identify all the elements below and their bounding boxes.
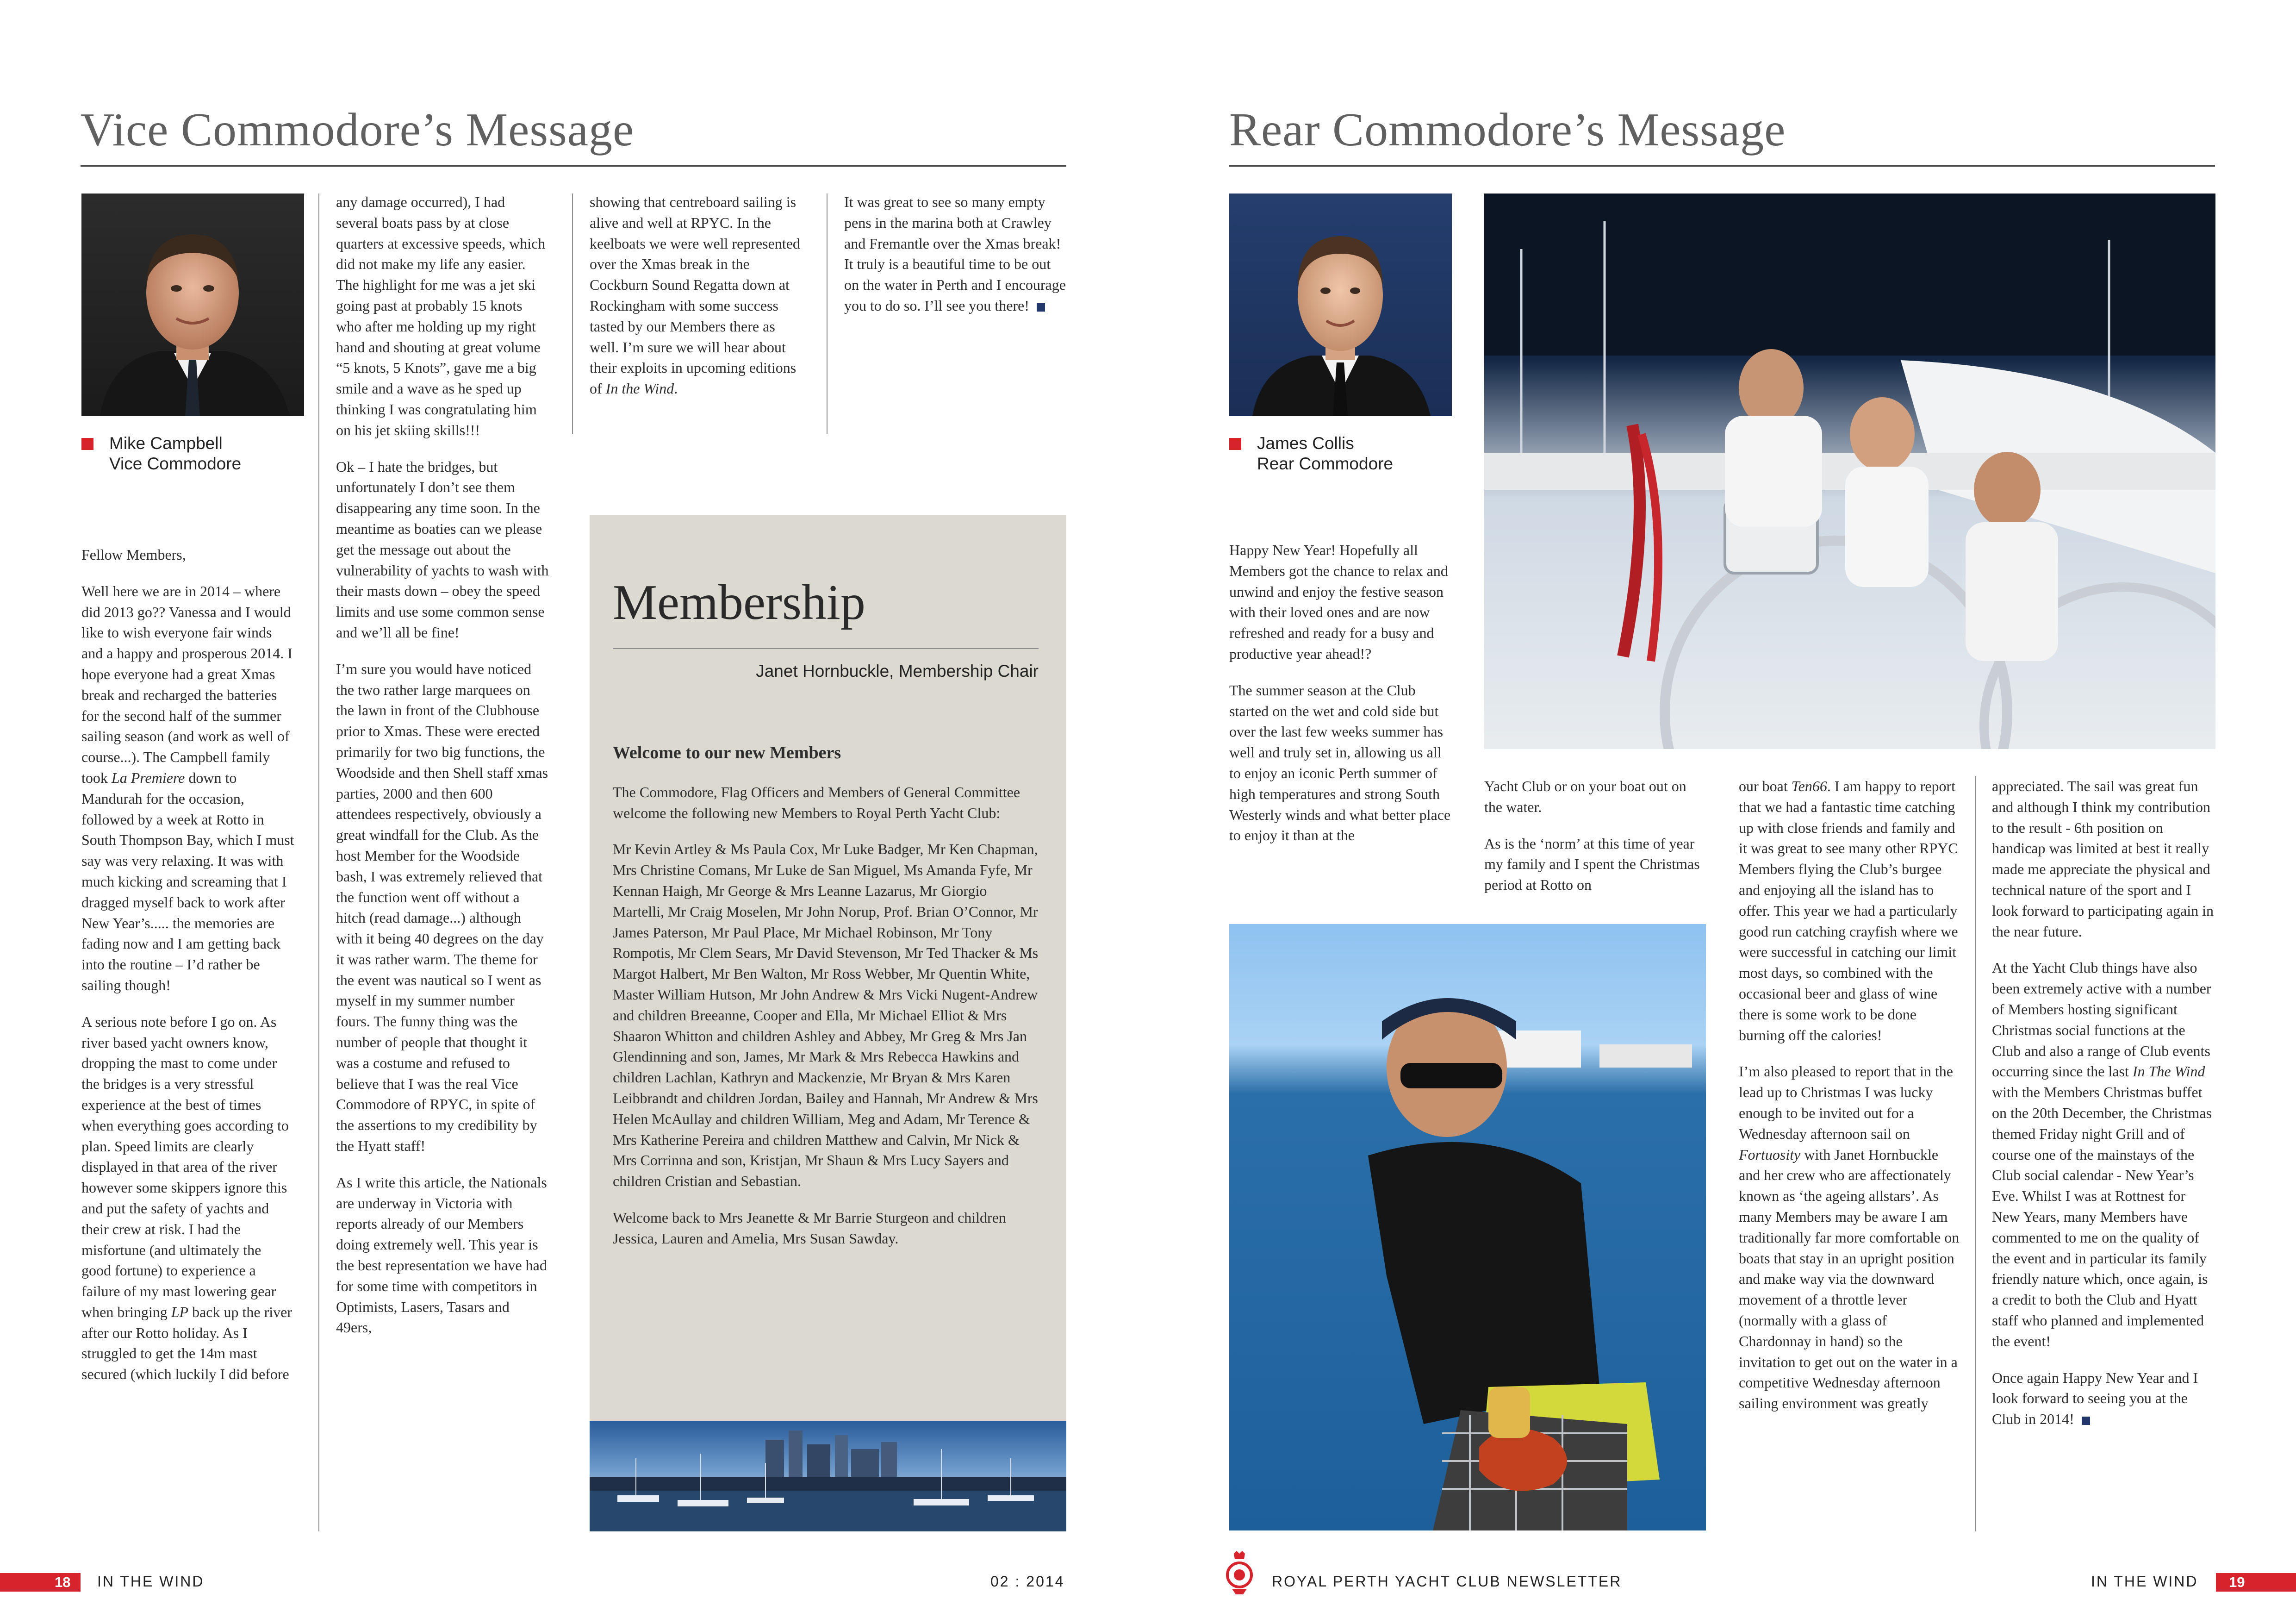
paragraph: Once again Happy New Year and I look forward to seeing you at the Club in 2014! bbox=[1992, 1369, 2198, 1428]
footer-issue: 02 : 2014 bbox=[990, 1573, 1065, 1590]
column-separator bbox=[827, 194, 828, 434]
portrait-illustration bbox=[1229, 194, 1452, 416]
paragraph: A serious note before I go on. As river based yacht owners know, dropping the mast to come under the bridges is a very stressful experience at the best of times when everything goes according to plan. Speed limits are clearly displayed in that area of the river however some skippers ignore this and put the safety of yachts and their crew at risk. I had the misfortune (and ultimately the good fortune) to experience a failure of my mast lowering gear when bringing LP back up the river after our Rotto holiday. As I struggled to get the 14m mast secured (which luckily I did before bbox=[81, 1013, 292, 1383]
rear-commodore-column-4 bbox=[1992, 776, 2216, 1445]
rear-commodore-column-2 bbox=[1484, 776, 1706, 911]
paragraph: Happy New Year! Hopefully all Members got the chance to relax and unwind and enjoy the festive season with their loved ones and are now refreshed and ready for a busy and productive year ahead!? bbox=[1229, 542, 1448, 662]
rear-commodore-title: Rear Commodore’s Message bbox=[1229, 104, 1786, 156]
membership-byline: Janet Hornbuckle, Membership Chair bbox=[756, 662, 1039, 681]
perth-marina-photo bbox=[590, 1421, 1066, 1531]
james-collis-portrait bbox=[1229, 194, 1452, 416]
red-square-icon bbox=[1229, 438, 1241, 450]
red-square-icon bbox=[81, 438, 93, 450]
rpyc-crest-icon bbox=[1225, 1551, 1254, 1595]
paragraph: The summer season at the Club started on the wet and cold side but over the last few weeks summer has well and truly set in, allowing us all to enjoy an iconic Perth summer of high temperatures and strong South Westerly winds and what better place to enjoy it than at the bbox=[1229, 681, 1451, 844]
yacht-crew-photo bbox=[1484, 194, 2215, 749]
vice-commodore-title: Vice Commodore’s Message bbox=[81, 104, 635, 156]
paragraph: our boat Ten66. I am happy to report that we had a fantastic time catching up with close friends and family and it was great to see many other RPYC Members flying the Club’s burgee and enjoying all the island has to offer. This year we had a particularly good run catching crayfish where we were successful in catching our limit most days, so combined with the occasional beer and glass of wine there is some work to be done burning off the calories! bbox=[1739, 778, 1958, 1043]
rear-commodore-column-1 bbox=[1229, 540, 1451, 862]
yacht-illustration bbox=[1484, 194, 2215, 749]
caption-role: Vice Commodore bbox=[109, 454, 242, 473]
paragraph: Yacht Club or on your boat out on the water. bbox=[1484, 778, 1686, 815]
column-separator bbox=[572, 194, 573, 434]
crayfish-illustration bbox=[1229, 924, 1706, 1530]
crayfish-photo bbox=[1229, 924, 1706, 1530]
footer-club-name: ROYAL PERTH YACHT CLUB NEWSLETTER bbox=[1272, 1573, 1622, 1590]
title-rule bbox=[1229, 165, 2215, 167]
paragraph: I’m also pleased to report that in the lead up to Christmas I was lucky enough to be invited out for a Wednesday afternoon sail on Fortuosity with Janet Hornbuckle and her crew who are affectionately known as ‘the ageing allstars’. As many Members may be aware I am traditionally far more comfortable on boats that stay in an upright position and make way via the downward movement of a throttle lever (normally with a glass of Chardonnay in hand) so the invitation to get out on the water in a competitive Wednesday afternoon sailing environment was greatly bbox=[1739, 1063, 1960, 1412]
column-separator bbox=[318, 194, 319, 1531]
membership-welcome-back: Welcome back to Mrs Jeanette & Mr Barrie Sturgeon and children Jessica, Lauren and Amelia, Mrs Susan Sawday. bbox=[613, 1209, 1006, 1247]
navy-square-icon bbox=[1037, 303, 1045, 312]
membership-body bbox=[613, 743, 1039, 1265]
skyline-illustration bbox=[590, 1421, 1066, 1531]
paragraph: It was great to see so many empty pens in the marina both at Crawley and Fremantle over the Xmas break! It truly is a beautiful time to be out on the water in Perth and I encourage you to do so. I’ll see you there! bbox=[844, 194, 1066, 314]
mike-campbell-caption bbox=[109, 433, 304, 474]
caption-name: James Collis bbox=[1257, 434, 1354, 453]
title-rule bbox=[81, 165, 1066, 167]
rear-commodore-column-3 bbox=[1739, 776, 1961, 1430]
column-separator bbox=[1975, 776, 1976, 1531]
paragraph: As is the ‘norm’ at this time of year my family and I spent the Christmas period at Rotto on bbox=[1484, 835, 1700, 893]
footer-in-the-wind-right: IN THE WIND bbox=[2091, 1573, 2198, 1590]
page-number-18: 18 bbox=[0, 1573, 81, 1592]
paragraph: appreciated. The sail was great fun and although I think my contribution to the result - 6th position on handicap was limited at best it really made me appreciate the physical and technical nature of the sport and I look forward to participating again in the near future. bbox=[1992, 778, 2214, 940]
vice-commodore-column-2 bbox=[336, 192, 549, 1354]
paragraph: Ok – I hate the bridges, but unfortunately I don’t see them disappearing any time soon. In the meantime as boaties can we please get the message out about the vulnerability of yachts to wash with their masts down – obey the speed limits and use some common sense and we’ll all be fine! bbox=[336, 458, 549, 641]
caption-name: Mike Campbell bbox=[109, 434, 223, 453]
paragraph: Well here we are in 2014 – where did 2013 go?? Vanessa and I would like to wish everyone fair winds and a happy and prosperous 2014. I hope everyone had a great Xmas break and recharged the batteries for the second half of the summer sailing season (and work as well of course...). The Campbell family took La Premiere down to Mandurah for the occasion, followed by a week at Rotto in South Thompson Bay, which I must say was very relaxing. It was with much kicking and screaming that I dragged myself back to work after New Year’s..... the memories are fading now and I am getting back into the routine – I’d rather be sailing though! bbox=[81, 582, 294, 993]
membership-names: Mr Kevin Artley & Ms Paula Cox, Mr Luke Badger, Mr Ken Chapman, Mrs Christine Comans, Mr Luke de San Miguel, Ms Amanda Fyfe, Mr Kennan Haigh, Mr George & Mrs Leanne Lazarus, Mr Giorgio Martelli, Mr Craig Moselen, Mr John Norup, Prof. Brian O’Connor, Mr James Paterson, Mr Paul Place, Mr Michael Robinson, Mr Tony Rompotis, Mr Clem Sears, Mr David Stevenson, Mr Ted Thacker & Ms Margot Halbert, Mr Ben Walton, Mr Ross Webber, Mr Quentin White, Master William Hutson, Mr John Andrew & Mrs Vicki Nugent-Andrew and children Breeanne, Cooper and Ella, Mr Michael Elliot & Mrs Shaaron Whitton and children Ashley and Abbey, Mr Greg & Mrs Jan Glendinning and son, James, Mr Mark & Mrs Rebecca Hawkins and children Lachlan, Kathryn and Mackenzie, Mr Bryan & Mrs Karen Leibbrandt and children Jordan, Bailey and Hannah, Mr Andrew & Mrs Helen McAullay and children William, Meg and Adam, Mr Terence & Mrs Katherine Pereira and children Matthew and Calvin, Mr Nick & Mrs Corrinna and son, Kristjan, Mr Shaun & Mrs Lucy Sayers and children Cristian and Sebastian. bbox=[613, 841, 1039, 1190]
paragraph: As I write this article, the Nationals are underway in Victoria with reports already of our Members doing extremely well. This year is the best representation we have had for some time with competitors in Optimists, Lasers, Tasars and 49ers, bbox=[336, 1174, 547, 1336]
paragraph: At the Yacht Club things have also been extremely active with a number of Members hosting significant Christmas social functions at the Club and also a range of Club events occurring since the last In The Wind with the Members Christmas buffet on the 20th December, the Christmas themed Friday night Grill and of course one of the mainstays of the Club social calendar - New Year’s Eve. Whilst I was at Rottnest for New Years, many Members have commented to me on the quality of the event and in particular its family friendly nature which, once again, is a credit to both the Club and Hyatt staff who planned and implemented the event! bbox=[1992, 959, 2212, 1349]
membership-intro: The Commodore, Flag Officers and Members of General Committee welcome the following new Members to Royal Perth Yacht Club: bbox=[613, 783, 1020, 821]
vice-commodore-column-4 bbox=[844, 192, 1066, 332]
page-number-19: 19 bbox=[2216, 1573, 2296, 1592]
footer-in-the-wind-left: IN THE WIND bbox=[97, 1573, 205, 1590]
membership-rule bbox=[613, 648, 1039, 649]
navy-square-icon bbox=[2082, 1417, 2090, 1425]
paragraph: showing that centreboard sailing is alive and well at RPYC. In the keelboats we were well represented over the Xmas break in the Cockburn Sound Regatta down at Rockingham with some success tasted by our Members there as well. I’m sure we will hear about their exploits in upcoming editions of In the Wind. bbox=[590, 194, 800, 397]
james-collis-caption bbox=[1257, 433, 1451, 474]
vice-commodore-column-3 bbox=[590, 192, 803, 415]
paragraph: I’m sure you would have noticed the two rather large marquees on the lawn in front of the Clubhouse prior to Xmas. These were erected primarily for two big functions, the Woodside and then Shell staff xmas parties, 2000 and then 600 attendees respectively, obviously a great windfall for the Club. As the host Member for the Woodside bash, I was extremely relieved that the function went off without a hitch (read damage...) although with it being 40 degrees on the day it was rather warm. The theme for the event was nautical so I went as myself in my summer number fours. The funny thing was the number of people that thought it was a costume and refused to believe that I was the real Vice Commodore of RPYC, in spite of the assertions to my credibility by the Hyatt staff! bbox=[336, 660, 548, 1155]
membership-heading: Welcome to our new Members bbox=[613, 743, 841, 762]
paragraph: Fellow Members, bbox=[81, 546, 186, 563]
membership-title: Membership bbox=[613, 575, 865, 630]
mike-campbell-portrait bbox=[81, 194, 304, 416]
paragraph: any damage occurred), I had several boats pass by at close quarters at excessive speeds, which did not make my life any easier. The highlight for me was a jet ski going past at probably 15 knots who after me holding up my right hand and shouting at great volume “5 knots, 5 Knots”, gave me a big smile and a wave as he sped up thinking I was congratulating him on his jet skiing skills!!! bbox=[336, 194, 546, 438]
portrait-illustration bbox=[81, 194, 304, 416]
vice-commodore-column-1 bbox=[81, 544, 294, 1400]
caption-role: Rear Commodore bbox=[1257, 454, 1394, 473]
